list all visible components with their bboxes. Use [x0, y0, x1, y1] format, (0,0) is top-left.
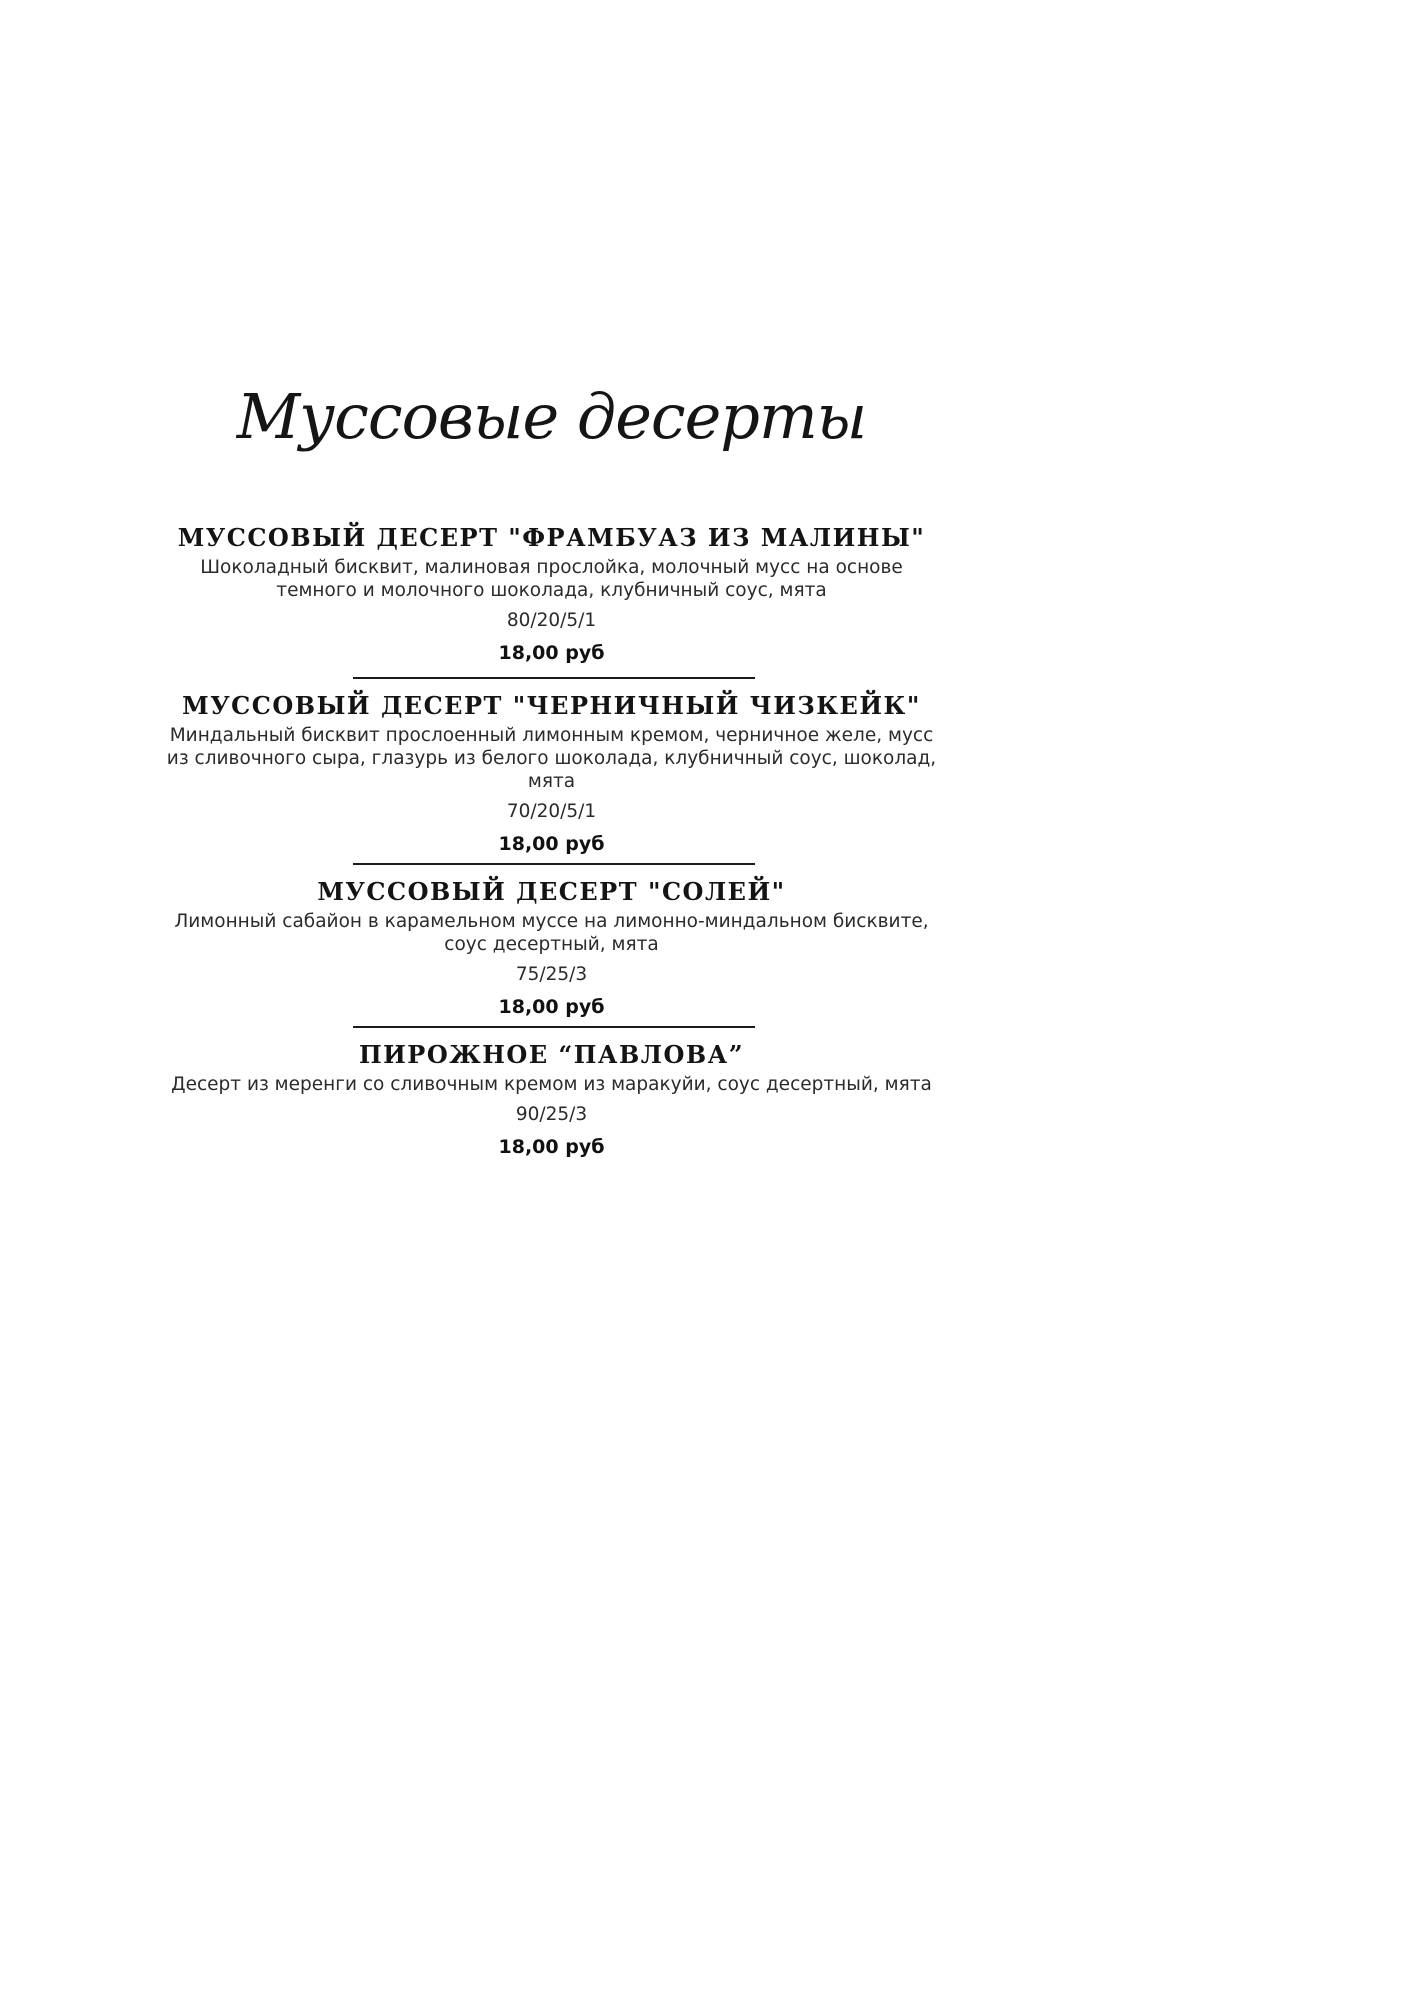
- item-name: МУССОВЫЙ ДЕСЕРТ "ЧЕРНИЧНЫЙ ЧИЗКЕЙК": [182, 691, 921, 720]
- item-description: Десерт из меренги со сливочным кремом из маракуйи, соус десертный, мята: [171, 1074, 932, 1095]
- item-price: 18,00 руб: [498, 996, 605, 1018]
- item-price: 18,00 руб: [498, 1136, 605, 1158]
- section-title: Муссовые десерты: [236, 380, 867, 453]
- divider: [353, 1026, 755, 1028]
- item-price: 18,00 руб: [498, 833, 605, 855]
- menu-item: [0, 1039, 1103, 1160]
- item-weight: 80/20/5/1: [506, 610, 597, 631]
- menu-item: [0, 876, 1103, 1020]
- item-description: Шоколадный бисквит, малиновая прослойка, молочный мусс на основе темного и молочного шоколада, клубничный соус, мята: [200, 557, 903, 601]
- item-weight: 90/25/3: [515, 1104, 588, 1125]
- item-weight: 75/25/3: [515, 964, 588, 985]
- item-description: Миндальный бисквит прослоенный лимонным кремом, черничное желе, мусс из сливочного сыра, глазурь из белого шоколада, клубничный соус, шоколад, мята: [166, 725, 937, 792]
- item-weight: 70/20/5/1: [506, 801, 597, 822]
- item-price: 18,00 руб: [498, 642, 605, 664]
- item-description: Лимонный сабайон в карамельном муссе на лимонно-миндальном бисквите, соус десертный, мята: [174, 911, 929, 955]
- divider: [353, 677, 755, 679]
- divider: [353, 863, 755, 865]
- menu-item: [0, 690, 1103, 857]
- item-name: МУССОВЫЙ ДЕСЕРТ "ФРАМБУАЗ ИЗ МАЛИНЫ": [177, 523, 926, 552]
- item-name: ПИРОЖНОЕ “ПАВЛОВА”: [358, 1040, 745, 1069]
- menu-item: [0, 522, 1103, 666]
- item-name: МУССОВЫЙ ДЕСЕРТ "СОЛЕЙ": [317, 877, 786, 906]
